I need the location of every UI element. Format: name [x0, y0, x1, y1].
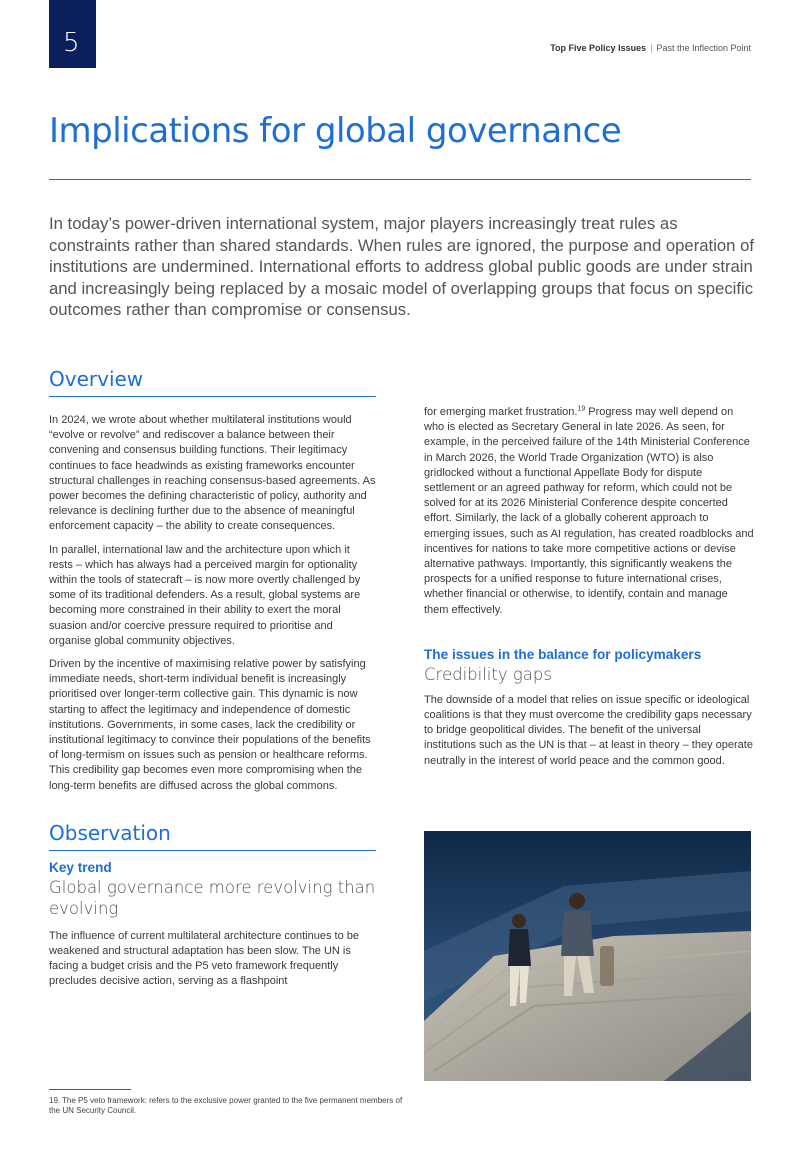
credibility-gaps-paragraph: The downside of a model that relies on issue specific or ideological coalitions is that they must overcome the credibility gaps necessary to bridge geopolitical divides. The benefit of the universal institutions such as the UN is that – at least in theory – they operate neutrally in the interest of world peace and the common good. [424, 693, 753, 767]
observation-heading: Observation [49, 820, 171, 845]
key-trend-label: Key trend [49, 859, 112, 875]
overview-heading: Overview [49, 367, 144, 391]
continuation-start: for emerging market frustration. [424, 406, 578, 418]
right-column [424, 405, 754, 777]
overview-paragraph-1: In 2024, we wrote about whether multilateral institutions would “evolve or revolve” and rediscover a balance between their convening and consensus building functions. Their legitimacy continues to face headwinds as existing frameworks encounter structural challenges in reaching consensus-based agreements. As power becomes the defining characteristic of policy, authority and relevance is declining further due to the absence of meaningful enforcement capacity – the ability to create consequences. [49, 414, 376, 533]
photo-illustration [424, 831, 751, 1081]
footnote-text: The P5 veto framework: refers to the exclusive power granted to the five permanent members of the UN Security Council. [49, 1096, 403, 1115]
observation-paragraph: The influence of current multilateral architecture continues to be weakened and structural adaptation has been slow. The UN is facing a budget crisis and the P5 veto framework frequently precludes decisive action, serving as a flashpoint [49, 929, 359, 988]
title-divider [49, 179, 751, 180]
page-number-box [49, 0, 96, 68]
intro-paragraph: In today’s power-driven international system, major players increasingly treat rules as constraints rather than shared standards. When rules are ignored, the purpose and operation of institutions are undermined. International efforts to address global public goods are under strain and increasingly being replaced by a mosaic model of overlapping groups that focus on specific outcomes rather than compromise or consensus. [49, 214, 755, 319]
running-title: Top Five Policy Issues [550, 43, 647, 53]
footnote-divider [49, 1089, 131, 1090]
footnote-number: 19. [49, 1096, 61, 1105]
policymakers-label: The issues in the balance for policymakers [424, 646, 702, 662]
page-title: Implications for global governance [49, 111, 622, 151]
overview-paragraph-3: Driven by the incentive of maximising relative power by satisfying immediate needs, short-term individual benefit is increasingly prioritised over longer-term collective gain. This dynamic is now starting to affect the legitimacy and independence of domestic institutions. Governments, in some cases, lack the credibility or institutional legitimacy to convince their populations of the benefits of long-termism on issues such as pension or healthcare reforms. This credibility gap becomes even more compromising when the long-term benefits are diffused across the global commons. [49, 658, 371, 792]
footnote-ref: 19 [577, 405, 586, 413]
left-column [49, 366, 376, 998]
header-separator: | [650, 43, 653, 53]
continuation-paragraph [424, 405, 754, 618]
running-subtitle: Past the Inflection Point [656, 43, 751, 53]
footnote [49, 1096, 409, 1116]
continuation-rest: Progress may well depend on who is elected as Secretary General in late 2026. As seen, for example, in the perceived failure of the 14th Ministerial Conference in March 2026, the World Trade Organization (WTO) is also gridlocked without a functional Appellate Body for dispute settlement or an agreed pathway for reform, which could not be solved for at its 2026 Ministerial Conference despite concerted effort. Similarly, the lack of a globally coherent approach to emerging issues, such as AI regulation, has created roadblocks and incentives for nations to take more competitive actions or devise alternative pathways. Importantly, this significantly weakens the prospects for a unified response to future international crises, whether financial or otherwise, to identify, contain and manage them effectively. [424, 406, 754, 616]
credibility-gaps-subhead: Credibility gaps [424, 664, 552, 684]
overview-paragraph-2: In parallel, international law and the architecture upon which it rests – which has always had a perceived margin for optionality within the tools of statecraft – is now more overtly challenged by some of its traditional defenders. As a result, global systems are becoming more constrained in their ability to exert the moral suasion and/or coercive pressure required to prioritise and organise global community objectives. [49, 543, 361, 647]
page-number: 5 [63, 28, 80, 58]
key-trend-subhead: Global governance more revolving than evolving [49, 877, 376, 918]
running-header [550, 43, 751, 53]
photo-business-people-walking [424, 831, 751, 1081]
